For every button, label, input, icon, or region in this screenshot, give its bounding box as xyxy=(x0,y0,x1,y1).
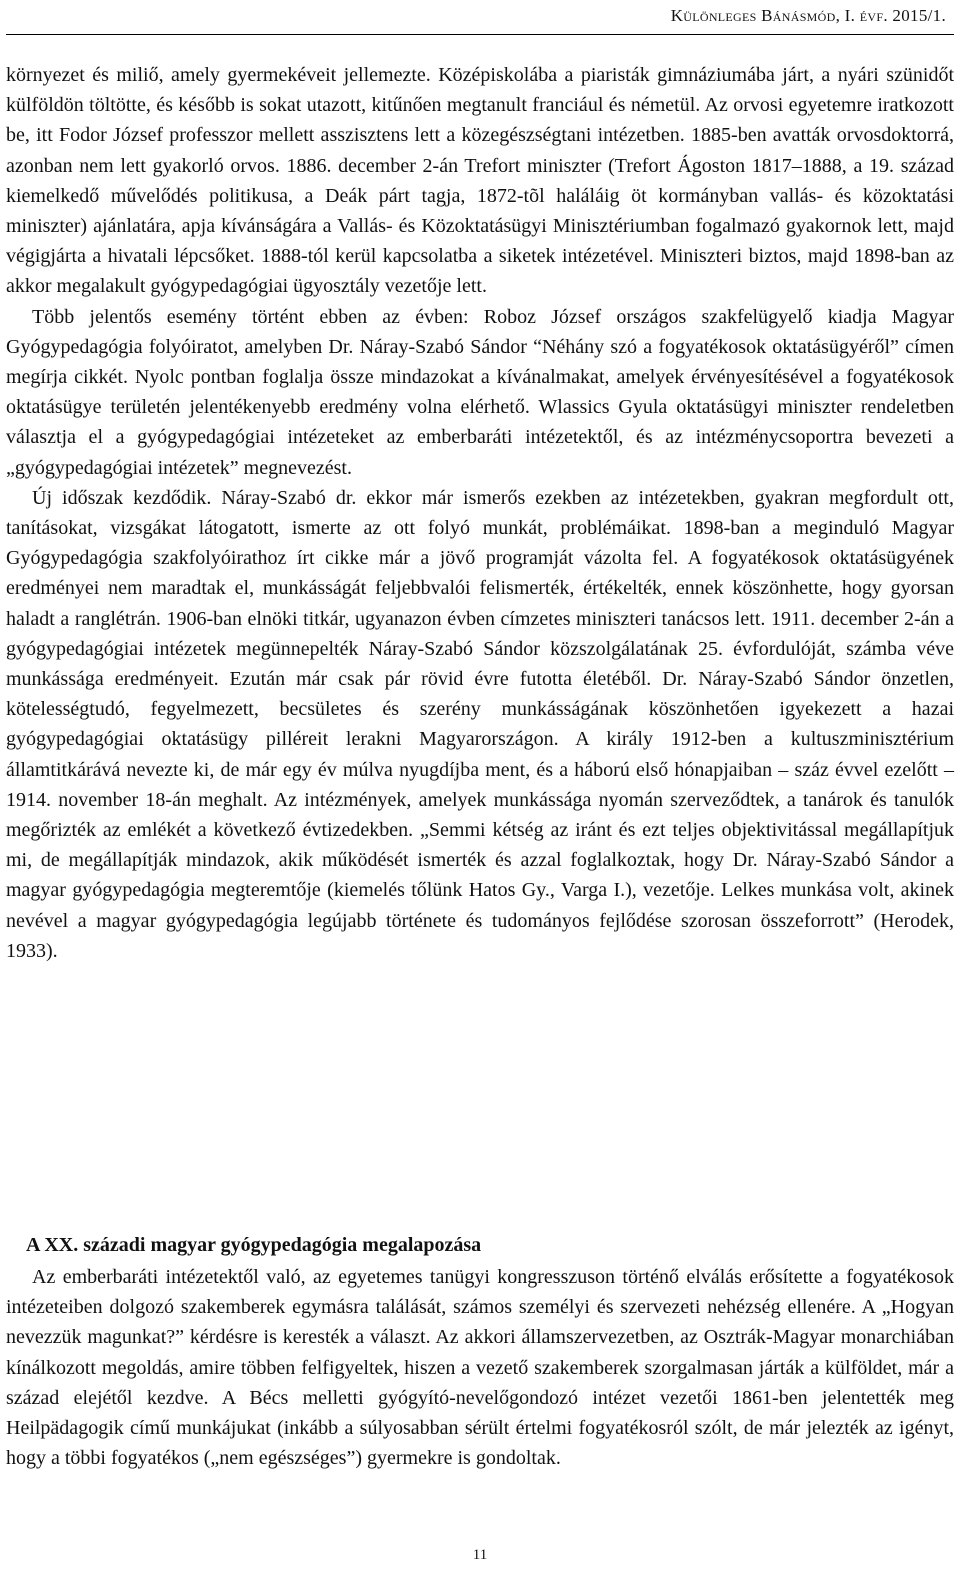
running-header: Különleges Bánásmód, I. évf. 2015/1. xyxy=(670,6,946,25)
body-paragraph-3: Új időszak kezdődik. Náray-Szabó dr. ekkor már ismerős ezekben az intézetekben, gyakran megfordult ott, tanításokat, vizsgákat látogatott, ismerte az ott folyó munkát, problémáikat. 1898-ban a meginduló Magyar Gyógypedagógia szakfolyóirathoz írt cikke már a jövő programját vázolta fel. A fogyatékosok oktatásügyének eredményei nem maradtak el, munkásságát feljebbvalói felismerték, értékelték, ennek köszönhette, hogy gyorsan haladt a ranglétrán. 1906-ban elnöki titkár, ugyanazon évben címzetes miniszteri tanácsos lett. 1911. december 2-án a gyógypedagógiai intézetek megünnepelték Náray-Szabó Sándor közszolgálatának 25. évfordulóját, számba véve munkássága eredményeit. Ezután már csak pár rövid évre futotta életéből. Dr. Náray-Szabó Sándor önzetlen, kötelességtudó, fegyelmezett, becsületes és szerény munkásságának köszönhetően igyekezett a hazai gyógypedagógiai oktatásügy pilléreit lerakni Magyarországon. A király 1912-ben a kultuszminisztérium államtitkárává nevezte ki, de már egy év múlva nyugdíjba ment, és a háború első hónapjaiban – száz évvel ezelőtt – 1914. november 18-án meghalt. Az intézmények, amelyek munkássága nyomán szerveződtek, a tanárok és tanulók megőrizték az emlékét a következő évtizedekben. „Semmi kétség az iránt és ezt teljes objektivitással megállapítjuk mi, de megállapítják mindazok, akik működését ismerték és azzal foglalkoztak, hogy Dr. Náray-Szabó Sándor a magyar gyógypedagógia megteremtője (kiemelés tőlünk Hatos Gy., Varga I.), vezetője. Lelkes munkása volt, akinek nevével a magyar gyógypedagógia legújabb története és tudományos fejlődése szorosan összeforrott” (Herodek, 1933). xyxy=(6,486,954,962)
section-paragraph: Az emberbaráti intézetektől való, az egyetemes tanügyi kongresszuson történő elválás erősítette a fogyatékosok intézeteiben dolgozó szakemberek egymásra találását, számos személyi és szervezeti nehézség ellenére. A „Hogyan nevezzük magunkat?” kérdésre is keresték a választ. Az akkori államszervezetben, az Osztrák-Magyar monarchiában kínálkozott megoldás, amire többen felfigyeltek, hiszen a vezető szakemberek szorgalmasan járták a külföldet, már a század elejétől kezdve. A Bécs melletti gyógyító-nevelőgondozó intézet vezetői 1861-ben jelentették meg Heilpädagogik című munkájukat (inkább a súlyosabban sérült értelmi fogyatékosról szólt, de már jelezték az igényt, hogy a többi fogyatékos („nem egészséges”) gyermekre is gondoltak. xyxy=(6,1266,954,1470)
page-number: 11 xyxy=(472,1547,488,1563)
header-rule xyxy=(6,34,954,35)
body-paragraph-2: Több jelentős esemény történt ebben az évben: Roboz József országos szakfelügyelő kiadja Magyar Gyógypedagógia folyóiratot, amelyben Dr. Náray-Szabó Sándor “Néhány szó a fogyatékosok oktatásügyéről” címen megírja cikkét. Nyolc pontban foglalja össze mindazokat a kívánalmakat, amelyek érvényesítésével a fogyatékosok oktatásügye területén jelentékenyebb eredmény volna elérhető. Wlassics Gyula oktatásügyi miniszter rendeletben választja el a gyógypedagógiai intézeteket az emberbaráti intézetektől, és az intézménycsoportra bevezeti a „gyógypedagógiai intézetek” megnevezést. xyxy=(6,305,954,479)
body-text xyxy=(6,60,954,966)
body-paragraph-1: környezet és miliő, amely gyermekéveit jellemezte. Középiskolába a piaristák gimnáziumába járt, a nyári szünidőt külföldön töltötte, és később is sokat utazott, kitűnően megtanult franciául és németül. Az orvosi egyetemre iratkozott be, itt Fodor József professzor mellett asszisztens lett a közegészségtani intézetben. 1885-ben avatták orvosdoktorrá, azonban nem lett gyakorló orvos. 1886. december 2-án Trefort miniszter (Trefort Ágoston 1817–1888, a 19. század kiemelkedő művelődés politikusa, a Deák párt tagja, 1872-tõl haláláig öt kormányban vallás- és közoktatási miniszter) ajánlatára, apja kívánságára a Vallás- és Közoktatásügyi Minisztériumban fogalmazó gyakornok lett, majd végigjárta a hivatali lépcsőket. 1888-tól kerül kapcsolatba a siketek intézetével. Miniszteri biztos, majd 1898-ban az akkor megalakult gyógypedagógiai ügyosztály vezetője lett. xyxy=(6,64,954,298)
section-heading: A XX. századi magyar gyógypedagógia megalapozása xyxy=(26,1234,482,1256)
